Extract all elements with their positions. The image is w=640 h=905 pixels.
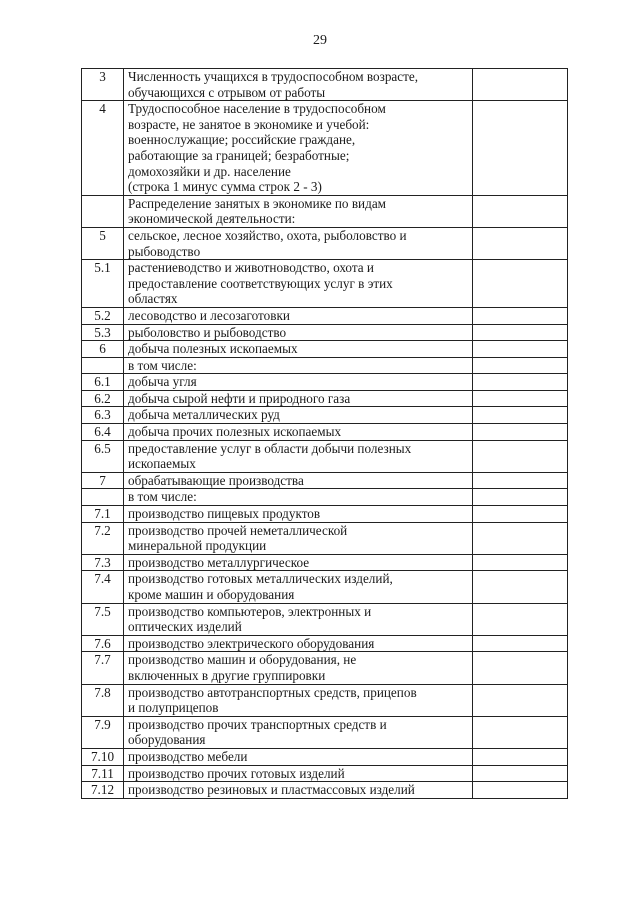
row-value-cell: [473, 603, 568, 635]
table-row: [82, 603, 568, 635]
row-description: производство прочих готовых изделий: [124, 765, 473, 782]
row-value-cell: [473, 227, 568, 259]
row-description: производство прочей неметаллической минеральной продукции: [124, 522, 473, 554]
row-value-cell: [473, 101, 568, 196]
row-description: предоставление услуг в области добычи полезных ископаемых: [124, 440, 473, 472]
table-row: [82, 307, 568, 324]
table-row: [82, 260, 568, 308]
row-value-cell: [473, 374, 568, 391]
row-number: 6.3: [82, 407, 124, 424]
row-value-cell: [473, 554, 568, 571]
row-description: в том числе:: [124, 357, 473, 374]
table-row: [82, 390, 568, 407]
table-row: [82, 554, 568, 571]
row-description: Численность учащихся в трудоспособном возрасте, обучающихся с отрывом от работы: [124, 69, 473, 101]
row-value-cell: [473, 357, 568, 374]
row-description: растениеводство и животноводство, охота и предоставление соответствующих услуг в этих областях: [124, 260, 473, 308]
row-description: добыча металлических руд: [124, 407, 473, 424]
row-number: 4: [82, 101, 124, 196]
table-row: [82, 101, 568, 196]
row-value-cell: [473, 341, 568, 358]
row-value-cell: [473, 748, 568, 765]
table-row: [82, 407, 568, 424]
table-row: [82, 635, 568, 652]
row-number: 3: [82, 69, 124, 101]
row-number: 7: [82, 472, 124, 489]
table-row: [82, 748, 568, 765]
table-row: [82, 571, 568, 603]
row-number: 7.7: [82, 652, 124, 684]
table-row: [82, 374, 568, 391]
table-row: [82, 652, 568, 684]
row-description: сельское, лесное хозяйство, охота, рыболовство и рыбоводство: [124, 227, 473, 259]
row-number: 7.8: [82, 684, 124, 716]
page-number: 29: [313, 33, 327, 48]
row-number: 6: [82, 341, 124, 358]
row-number: 5.2: [82, 307, 124, 324]
row-value-cell: [473, 390, 568, 407]
row-value-cell: [473, 424, 568, 441]
table-row: [82, 489, 568, 506]
row-number: 7.5: [82, 603, 124, 635]
row-number: 7.1: [82, 506, 124, 523]
row-value-cell: [473, 716, 568, 748]
row-value-cell: [473, 782, 568, 799]
table-row: [82, 69, 568, 101]
row-number: 7.4: [82, 571, 124, 603]
table-row: [82, 506, 568, 523]
row-value-cell: [473, 440, 568, 472]
row-value-cell: [473, 522, 568, 554]
table-row: [82, 716, 568, 748]
row-value-cell: [473, 765, 568, 782]
row-number: [82, 357, 124, 374]
row-number: 7.2: [82, 522, 124, 554]
table-row: [82, 684, 568, 716]
row-description: добыча угля: [124, 374, 473, 391]
row-description: производство машин и оборудования, не включенных в другие группировки: [124, 652, 473, 684]
row-number: 5.3: [82, 324, 124, 341]
row-number: [82, 489, 124, 506]
row-number: 5.1: [82, 260, 124, 308]
row-description: производство готовых металлических изделий, кроме машин и оборудования: [124, 571, 473, 603]
table-row: [82, 522, 568, 554]
row-description: производство прочих транспортных средств и оборудования: [124, 716, 473, 748]
table-row: [82, 440, 568, 472]
row-value-cell: [473, 571, 568, 603]
row-number: 6.5: [82, 440, 124, 472]
row-number: 6.4: [82, 424, 124, 441]
row-value-cell: [473, 260, 568, 308]
row-description: производство электрического оборудования: [124, 635, 473, 652]
row-description: производство металлургическое: [124, 554, 473, 571]
row-number: 6.2: [82, 390, 124, 407]
row-description: производство компьютеров, электронных и оптических изделий: [124, 603, 473, 635]
row-value-cell: [473, 472, 568, 489]
table-row: [82, 765, 568, 782]
row-description: Трудоспособное население в трудоспособном возрасте, не занятое в экономике и учебой: военнослужащие; российские граждане, работающие за границей; безработные; домохозяйки и др. население (строка 1 минус сумма строк 2 - 3): [124, 101, 473, 196]
row-number: 6.1: [82, 374, 124, 391]
row-description: производство мебели: [124, 748, 473, 765]
row-description: производство пищевых продуктов: [124, 506, 473, 523]
table-row: [82, 424, 568, 441]
row-number: 7.9: [82, 716, 124, 748]
row-value-cell: [473, 489, 568, 506]
row-number: 5: [82, 227, 124, 259]
row-value-cell: [473, 407, 568, 424]
statistics-table: [81, 68, 568, 799]
row-description: Распределение занятых в экономике по видам экономической деятельности:: [124, 195, 473, 227]
row-number: 7.10: [82, 748, 124, 765]
row-description: производство автотранспортных средств, прицепов и полуприцепов: [124, 684, 473, 716]
row-number: 7.3: [82, 554, 124, 571]
table-row: [82, 341, 568, 358]
table-row: [82, 195, 568, 227]
row-description: добыча сырой нефти и природного газа: [124, 390, 473, 407]
row-number: 7.12: [82, 782, 124, 799]
row-value-cell: [473, 195, 568, 227]
row-value-cell: [473, 307, 568, 324]
row-description: рыболовство и рыбоводство: [124, 324, 473, 341]
table-row: [82, 324, 568, 341]
row-description: лесоводство и лесозаготовки: [124, 307, 473, 324]
row-value-cell: [473, 635, 568, 652]
row-description: добыча полезных ископаемых: [124, 341, 473, 358]
row-value-cell: [473, 324, 568, 341]
row-description: обрабатывающие производства: [124, 472, 473, 489]
row-description: производство резиновых и пластмассовых изделий: [124, 782, 473, 799]
table-row: [82, 227, 568, 259]
row-number: [82, 195, 124, 227]
row-number: 7.11: [82, 765, 124, 782]
table-row: [82, 357, 568, 374]
row-value-cell: [473, 684, 568, 716]
table-row: [82, 782, 568, 799]
table-row: [82, 472, 568, 489]
row-description: добыча прочих полезных ископаемых: [124, 424, 473, 441]
row-number: 7.6: [82, 635, 124, 652]
row-description: в том числе:: [124, 489, 473, 506]
row-value-cell: [473, 652, 568, 684]
row-value-cell: [473, 69, 568, 101]
row-value-cell: [473, 506, 568, 523]
